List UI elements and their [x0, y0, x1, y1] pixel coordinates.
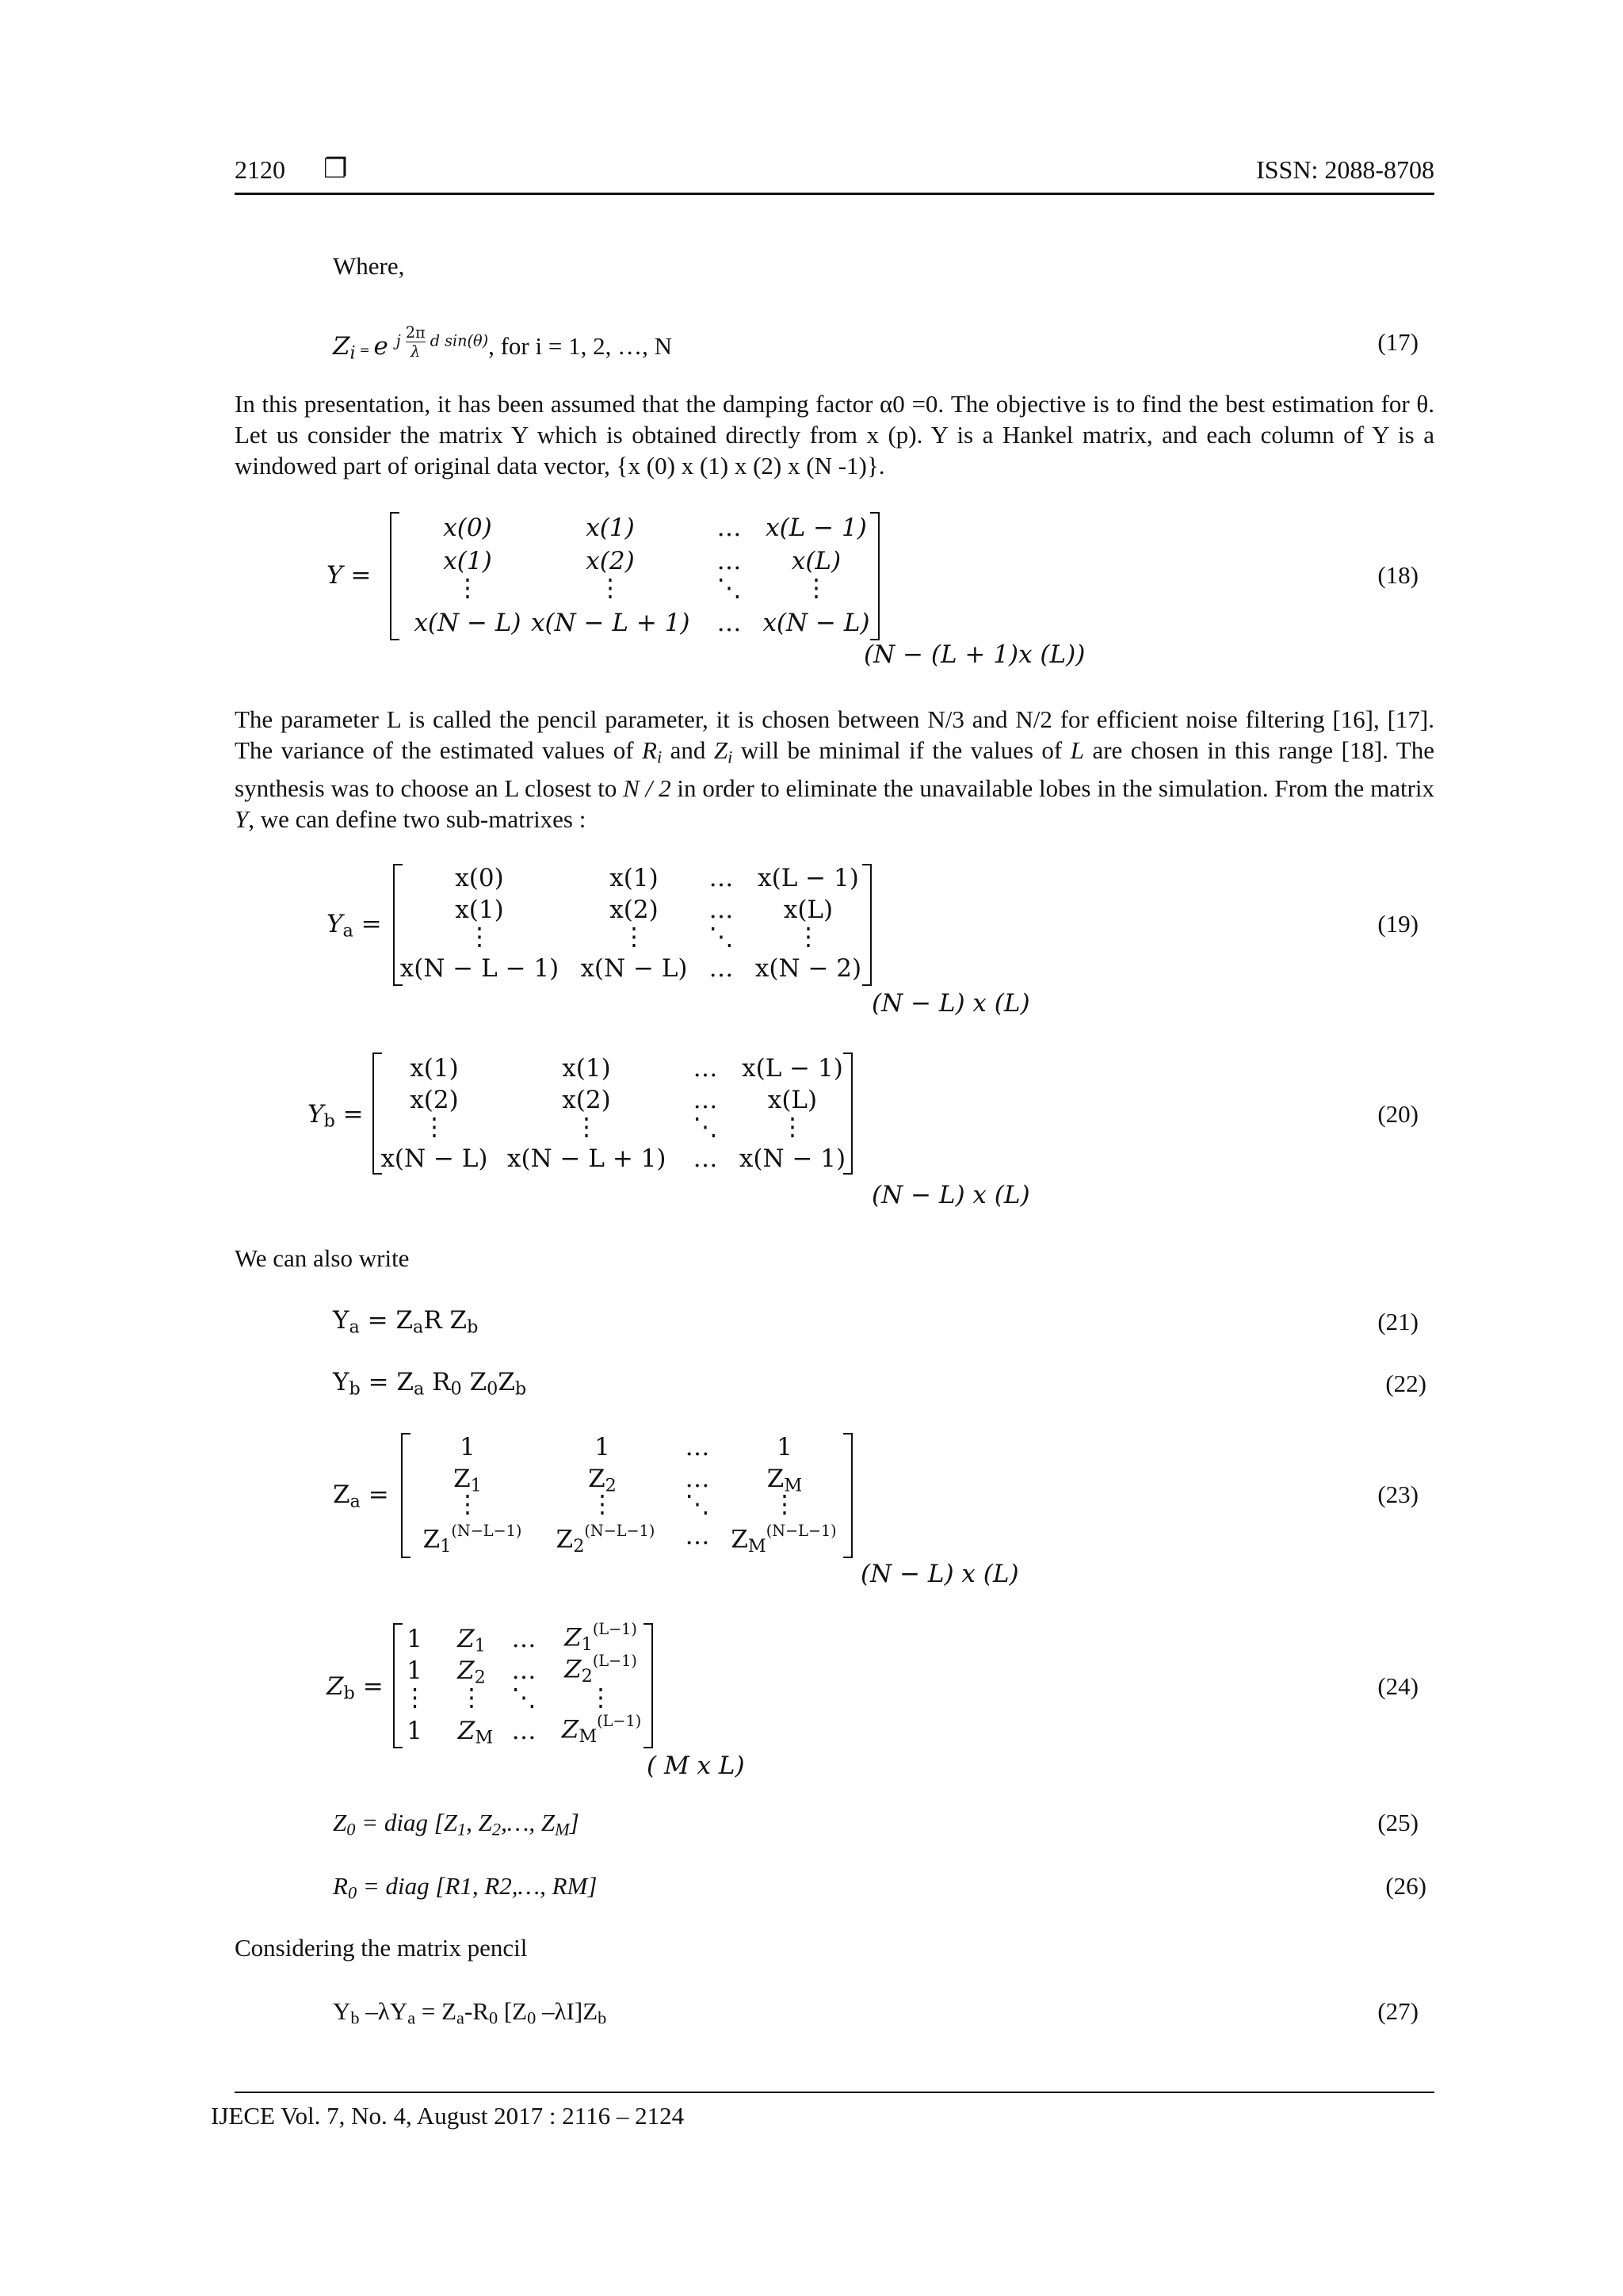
eq21-r: R Z [423, 1306, 468, 1335]
eq27-e: [Z [498, 1997, 528, 2025]
eq18-r3c4: ⋮ [804, 574, 829, 602]
eq24-r2c4-z: Z [564, 1655, 582, 1684]
eq17-exp-j: j [395, 331, 401, 350]
eq23-r2c3: … [685, 1465, 710, 1493]
p2-z-sub: i [727, 747, 733, 767]
eq23-r2c4-z: Z [766, 1465, 785, 1493]
eq19-eq: = [353, 910, 382, 938]
equation-21 [333, 1306, 478, 1338]
eq23-r3c2: ⋮ [590, 1490, 615, 1519]
eq18-r1c2: x(1) [586, 514, 635, 542]
eq23-r2c1-sub: 1 [470, 1475, 482, 1496]
eq19-r2c4: x(L) [783, 896, 834, 924]
eq23-r4c1-z: Z [422, 1525, 441, 1554]
eq22-number: (22) [1385, 1370, 1426, 1397]
eq19-r2c2: x(2) [609, 896, 659, 924]
eq17-lhs: Z [333, 332, 350, 361]
eq19-r1c3: … [708, 864, 734, 892]
eq24-r4c1: 1 [407, 1717, 422, 1745]
eq19-r4c2: x(N − L) [580, 954, 688, 983]
eq24-r4c4-sub: M [579, 1725, 598, 1747]
eq18-r4c1: x(N − L) [414, 609, 521, 637]
p2-l: L [1070, 736, 1084, 764]
eq27-d: -R [464, 1997, 489, 2025]
eq27-e-sub: 0 [527, 2008, 537, 2028]
equation-22 [333, 1368, 526, 1400]
eq24-r3c1: ⋮ [403, 1683, 427, 1712]
eq20-r4c2: x(N − L + 1) [507, 1144, 666, 1173]
eq22-zb: Z [498, 1368, 515, 1396]
eq27-a: Y [333, 1997, 351, 2025]
eq23-r4c4 [716, 1522, 851, 1557]
eq24-r4c4-z: Z [561, 1715, 579, 1744]
eq23-r4c2-sub: 2 [573, 1535, 585, 1557]
eq21-y: Y [333, 1306, 349, 1335]
considering-label: Considering the matrix pencil [235, 1934, 528, 1962]
eq19-lhs-sub: a [342, 920, 353, 942]
eq23-r1c2: 1 [594, 1433, 610, 1461]
eq19-r4c3: … [708, 954, 734, 983]
eq27-c: = Z [415, 1997, 457, 2025]
eq21-za-sub: a [413, 1316, 424, 1338]
p2-t5: in order to eliminate the unavailable lobes in the simulation. From the matrix [670, 774, 1434, 802]
footer-citation: IJECE Vol. 7, No. 4, August 2017 : 2116 – 2124 [211, 2102, 685, 2130]
eq24-r4c2-sub: M [475, 1727, 494, 1748]
eq23-lhs-z: Z [333, 1480, 350, 1509]
eq18-r3c2: ⋮ [598, 574, 623, 602]
eq24-r1c2-z: Z [457, 1625, 475, 1653]
eq23-r2c2-sub: 2 [605, 1475, 617, 1496]
eq23-lhs [333, 1480, 389, 1512]
page-number: 2120 [235, 155, 285, 184]
eq18-r1c3: … [716, 514, 742, 542]
p2-t6: , we can define two sub-matrixes : [248, 804, 586, 833]
eq24-r2c4-sub: 2 [581, 1665, 593, 1687]
eq20-r1c1: x(1) [410, 1054, 459, 1083]
eq23-r4c1-sub: 1 [440, 1535, 452, 1557]
eq24-r2c4 [553, 1652, 648, 1687]
eq21-za: Z [395, 1306, 414, 1335]
eq20-r1c3: … [693, 1054, 718, 1083]
eq25-c: , Z [466, 1809, 492, 1836]
p2-n2: N / 2 [623, 774, 671, 802]
eq24-r1c2 [444, 1625, 499, 1656]
eq23-r4c1 [409, 1522, 536, 1557]
eq18-r2c4: x(L) [791, 547, 842, 575]
eq27-number: (27) [1377, 1997, 1419, 2025]
eq24-r4c2-z: Z [457, 1717, 475, 1745]
p2-t1: The parameter L is called the pencil parameter, it is chosen between N/3 and N/2 for efficient noise filtering [16], [17]. The variance of the estimated values of [235, 705, 1434, 764]
eq19-r4c1: x(N − L − 1) [399, 954, 559, 983]
eq17-eq: = [355, 343, 374, 358]
eq23-r4c2-pow: (N−L−1) [584, 1522, 655, 1540]
eq18-r4c4: x(N − L) [762, 609, 870, 637]
paragraph-2 [235, 704, 1434, 835]
eq20-lhs [307, 1100, 364, 1132]
eq24-r1c4-pow: (L−1) [592, 1620, 637, 1638]
eq24-r3c3: ⋱ [511, 1683, 537, 1712]
eq18-r4c3: … [716, 609, 742, 637]
eq21-eq: = [359, 1306, 396, 1335]
eq20-lhs-y: Y [307, 1100, 324, 1129]
paragraph-2-text [235, 704, 1434, 835]
eq24-r2c4-pow: (L−1) [592, 1652, 637, 1670]
eq19-r3c1: ⋮ [467, 923, 492, 951]
equation-17 [333, 323, 672, 364]
eq18-r3c3: ⋱ [716, 574, 742, 602]
eq25-d: ,…, Z [501, 1809, 556, 1836]
eq24-r3c2: ⋮ [459, 1683, 484, 1712]
eq23-r4c4-z: Z [731, 1525, 748, 1554]
eq23-dims: (N − L) x (L) [861, 1560, 1019, 1588]
eq20-r4c1: x(N − L) [380, 1144, 488, 1173]
eq20-r2c2: x(2) [562, 1086, 611, 1114]
equation-25 [333, 1809, 579, 1840]
eq24-lhs-sub: b [343, 1683, 355, 1704]
eq24-left-bracket [393, 1623, 403, 1748]
eq20-r3c4: ⋮ [780, 1113, 805, 1141]
eq19-r1c2: x(1) [609, 864, 659, 892]
eq20-number: (20) [1377, 1100, 1419, 1128]
issn: ISSN: 2088-8708 [1256, 155, 1434, 184]
eq17-frac-den: λ [411, 342, 421, 361]
eq19-lhs-y: Y [327, 910, 343, 938]
eq23-r1c4: 1 [777, 1433, 792, 1461]
eq19-r4c4: x(N − 2) [754, 954, 862, 983]
eq24-r1c4 [553, 1620, 648, 1655]
eq18-r1c1: x(0) [443, 514, 492, 542]
eq23-r2c1-z: Z [453, 1465, 471, 1493]
eq26-number: (26) [1385, 1872, 1426, 1900]
eq23-r2c4-sub: M [784, 1475, 803, 1496]
eq27-f: –λI]Z [536, 1997, 598, 2025]
eq21-y-sub: a [349, 1316, 360, 1338]
eq23-r1c3: … [685, 1433, 710, 1461]
eq20-lhs-sub: b [323, 1110, 335, 1132]
eq24-r2c2-z: Z [457, 1656, 475, 1685]
where-label: Where, [333, 252, 405, 280]
eq18-r2c1: x(1) [443, 547, 492, 575]
eq27-d-sub: 0 [488, 2008, 498, 2028]
eq24-r2c2-sub: 2 [474, 1667, 486, 1688]
eq22-zb-sub: b [514, 1378, 527, 1400]
p2-z: Z [713, 736, 728, 764]
eq22-r-sub: 0 [450, 1378, 462, 1400]
eq23-number: (23) [1377, 1480, 1419, 1508]
eq25-e: ] [569, 1809, 579, 1836]
eq25-s2: 2 [491, 1819, 502, 1839]
equation-26 [333, 1872, 597, 1904]
eq20-r3c1: ⋮ [422, 1113, 447, 1141]
p2-t3: will be minimal if the values of [732, 736, 1071, 764]
eq20-r1c2: x(1) [562, 1054, 611, 1083]
eq24-r1c2-sub: 1 [474, 1635, 486, 1656]
eq17-lhs-sub: i [349, 342, 356, 364]
eq24-r3c4: ⋮ [588, 1683, 613, 1712]
eq19-r3c2: ⋮ [621, 923, 647, 951]
eq20-r3c3: ⋱ [693, 1113, 718, 1141]
eq19-dims: (N − L) x (L) [872, 989, 1030, 1018]
eq20-r2c1: x(2) [410, 1086, 459, 1114]
eq23-r3c4: ⋮ [772, 1490, 797, 1519]
eq18-r1c4: x(L − 1) [766, 514, 867, 542]
eq23-eq: = [360, 1480, 389, 1509]
eq25-number: (25) [1377, 1809, 1419, 1836]
eq19-r2c1: x(1) [455, 896, 504, 924]
eq23-r3c1: ⋮ [455, 1490, 480, 1519]
eq19-r3c4: ⋮ [796, 923, 821, 951]
eq22-eq: = [360, 1368, 397, 1396]
eq26-b: = diag [R1, R2,…, RM] [357, 1872, 598, 1900]
eq24-r2c3: … [511, 1656, 537, 1685]
eq24-r1c1: 1 [407, 1625, 422, 1653]
eq20-r1c4: x(L − 1) [742, 1054, 843, 1083]
eq17-base: e [373, 332, 388, 361]
eq22-z0-sub: 0 [487, 1378, 498, 1400]
eq20-eq: = [334, 1100, 364, 1129]
eq18-r4c2: x(N − L + 1) [531, 609, 690, 637]
eq22-r: R [424, 1368, 451, 1396]
eq23-r4c3: … [685, 1522, 710, 1550]
eq23-lhs-sub: a [349, 1491, 361, 1512]
eq17-fraction [406, 323, 426, 361]
eq18-number: (18) [1377, 561, 1419, 589]
eq20-r4c3: … [693, 1144, 718, 1173]
eq24-r1c4-sub: 1 [581, 1633, 593, 1655]
eq18-r2c3: … [716, 547, 742, 575]
eq21-zb-sub: b [467, 1316, 479, 1338]
eq24-r1c4-z: Z [564, 1623, 582, 1652]
also-write-label: We can also write [235, 1244, 410, 1272]
p2-y: Y [235, 804, 249, 833]
eq23-r4c4-pow: (N−L−1) [766, 1522, 837, 1540]
eq25-sm: M [555, 1819, 570, 1839]
eq22-za-sub: a [414, 1378, 425, 1400]
eq27-f-sub: b [598, 2008, 607, 2028]
eq19-lhs [327, 910, 382, 942]
p2-t4: are chosen in this range [18]. The synthesis was to choose an L closest to [235, 736, 1434, 802]
eq26-sub0: 0 [347, 1882, 357, 1903]
eq24-eq: = [354, 1672, 384, 1701]
eq27-b-sub: a [407, 2008, 416, 2028]
p2-r: R [642, 736, 657, 764]
eq23-r3c3: ⋱ [685, 1490, 710, 1519]
eq24-r4c4 [552, 1712, 651, 1747]
eq24-r1c3: … [511, 1625, 537, 1653]
eq24-dims: ( M x L) [647, 1752, 745, 1780]
eq25-sub0: 0 [346, 1819, 356, 1839]
eq17-exp-rest: d sin(θ) [425, 331, 489, 350]
eq24-r4c2 [444, 1717, 507, 1748]
eq25-a: Z [333, 1809, 347, 1836]
eq19-r1c4: x(L − 1) [758, 864, 859, 892]
eq17-tail: , for i = 1, 2, …, N [488, 332, 672, 361]
eq24-lhs [327, 1672, 384, 1704]
eq22-y-sub: b [349, 1378, 361, 1400]
eq17-number: (17) [1377, 328, 1419, 356]
eq18-r3c1: ⋮ [455, 574, 480, 602]
header-rule [235, 193, 1434, 195]
footer-rule [235, 2092, 1434, 2093]
eq27-a-sub: b [350, 2008, 360, 2028]
eq20-r4c4: x(N − 1) [739, 1144, 846, 1173]
eq27-b: –λY [359, 1997, 408, 2025]
eq22-y: Y [333, 1368, 349, 1396]
eq18-dims: (N − (L + 1)x (L)) [864, 640, 1086, 669]
eq17-frac-num: 2π [405, 323, 426, 342]
eq25-s1: 1 [457, 1819, 467, 1839]
eq24-r4c3: … [511, 1717, 537, 1745]
eq20-r2c3: … [693, 1086, 718, 1114]
eq23-r2c2-z: Z [588, 1465, 605, 1493]
paragraph-1-text: In this presentation, it has been assumed that the damping factor α0 =0. The objective is to find the best estimation for θ. Let us consider the matrix Y which is obtained directly from x (p). Y is a Hankel matrix, and each column of Y is a windowed part of original data vector, {x (0) x (1) x (2) x (N -1)}. [235, 390, 1434, 479]
eq19-r1c1: x(0) [455, 864, 504, 892]
eq18-lhs: Y = [327, 561, 372, 590]
eq23-r4c2 [542, 1522, 669, 1557]
eq24-lhs-z: Z [327, 1672, 344, 1701]
eq23-r4c1-pow: (N−L−1) [451, 1522, 522, 1540]
eq25-b: = diag [Z [355, 1809, 457, 1836]
eq19-number: (19) [1377, 910, 1419, 938]
eq20-r3c2: ⋮ [574, 1113, 599, 1141]
eq23-r1c1: 1 [460, 1433, 475, 1461]
equation-27 [333, 1997, 606, 2029]
eq18-r2c2: x(2) [586, 547, 635, 575]
box-icon: ❐ [323, 155, 348, 184]
eq20-dims: (N − L) x (L) [872, 1181, 1030, 1209]
eq22-za: Z [396, 1368, 414, 1396]
eq19-r2c3: … [708, 896, 734, 924]
eq24-r2c1: 1 [407, 1656, 422, 1685]
eq17-exponent [396, 323, 488, 361]
p2-t2: and [662, 736, 714, 764]
paragraph-1 [235, 388, 1434, 481]
p2-r-sub: i [656, 747, 663, 767]
eq24-r4c4-pow: (L−1) [597, 1712, 642, 1730]
eq23-r4c4-sub: M [747, 1535, 766, 1557]
eq19-r3c3: ⋱ [708, 923, 734, 951]
eq27-c-sub: a [456, 2008, 464, 2028]
eq21-number: (21) [1377, 1308, 1419, 1335]
eq24-number: (24) [1377, 1672, 1419, 1700]
eq26-a: R [333, 1872, 348, 1900]
eq22-z0: Z [461, 1368, 487, 1396]
eq20-r2c4: x(L) [767, 1086, 818, 1114]
eq23-r4c2-z: Z [556, 1525, 574, 1554]
